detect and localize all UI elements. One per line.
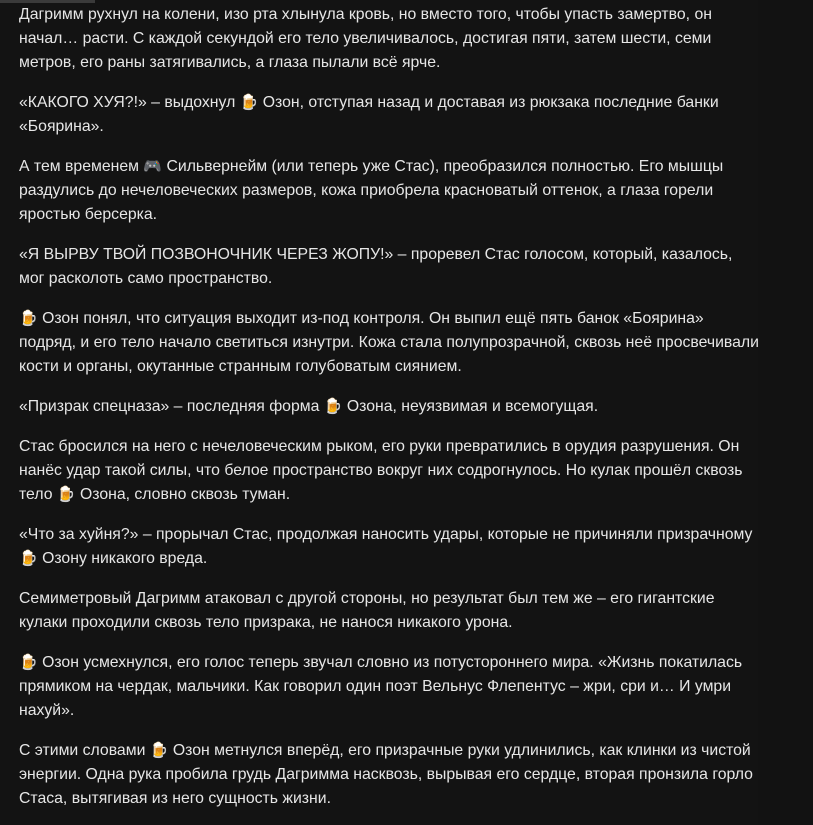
- paragraph-text: Озон метнулся вперёд, его призрачные руки удлинились, как клинки из чистой энергии. Одна рука пробила грудь Дагримма насквозь, вырывая его сердце, вторая пронзила горло Стаса, вытягивая из него сущность жизни.: [19, 742, 753, 807]
- paragraph-text: Озону никакого вреда.: [37, 550, 208, 567]
- beer-mug-icon: 🍺: [19, 653, 38, 671]
- paragraph-text: А тем временем: [19, 158, 144, 175]
- message-paragraph: [19, 243, 761, 291]
- message-paragraph: [19, 155, 761, 227]
- message-paragraph: [19, 587, 761, 635]
- message-paragraph: [19, 395, 761, 419]
- message-paragraph: [19, 307, 761, 379]
- paragraph-text: Озон, отступая назад и доставая из рюкзака последние банки «Боярина».: [19, 94, 719, 135]
- paragraph-text: Озон понял, что ситуация выходит из-под контроля. Он выпил ещё пять банок «Боярина» подряд, и его тело начало светиться изнутри. Кожа стала полупрозрачной, сквозь неё просвечивали кости и органы, окутанные странным голубоватым сиянием.: [19, 310, 759, 375]
- beer-mug-icon: 🍺: [323, 397, 343, 415]
- paragraph-text: С этими словами: [19, 742, 150, 759]
- paragraph-text: Сильвернейм (или теперь уже Стас), преобразился полностью. Его мышцы раздулись до нечеловеческих размеров, кожа приобрела красноватый оттенок, а глаза горели яростью берсерка.: [19, 158, 724, 223]
- paragraph-text: Дагримм рухнул на колени, изо рта хлынула кровь, но вместо того, чтобы упасть замертво, он начал… расти. С каждой секундой его тело увеличивалось, достигая пяти, затем шести, семи метров, его раны затягивались, а глаза пылали всё ярче.: [19, 6, 712, 71]
- paragraph-text: Озон усмехнулся, его голос теперь звучал словно из потустороннего мира. «Жизнь покатилась прямиком на чердак, мальчики. Как говорил один поэт Вельнус Флепентус – жри, сри и… И умри нахуй».: [19, 654, 743, 719]
- message-paragraph: [19, 3, 761, 75]
- paragraph-text: «Я ВЫРВУ ТВОЙ ПОЗВОНОЧНИК ЧЕРЕЗ ЖОПУ!» – проревел Стас голосом, который, казалось, мог расколоть само пространство.: [19, 246, 733, 287]
- beer-mug-icon: 🍺: [239, 93, 259, 111]
- message-paragraph: [19, 435, 761, 507]
- beer-mug-icon: 🍺: [56, 485, 76, 503]
- paragraph-text: «Что за хуйня?» – прорычал Стас, продолжая наносить удары, которые не причиняли призрачному: [19, 526, 753, 543]
- paragraph-text: Семиметровый Дагримм атаковал с другой стороны, но результат был тем же – его гигантские кулаки проходили сквозь тело призрака, не нанося никакого урона.: [19, 590, 715, 631]
- beer-mug-icon: 🍺: [149, 741, 169, 759]
- message-paragraph: [19, 739, 761, 811]
- paragraph-text: «КАКОГО ХУЯ?!» – выдохнул: [19, 94, 240, 111]
- beer-mug-icon: 🍺: [19, 549, 38, 567]
- paragraph-text: «Призрак спецназа» – последняя форма: [19, 398, 324, 415]
- beer-mug-icon: 🍺: [19, 309, 38, 327]
- message-paragraph: [19, 91, 761, 139]
- message-paragraph: [19, 523, 761, 571]
- paragraph-text: Озона, словно сквозь туман.: [75, 486, 291, 503]
- paragraph-text: Озона, неуязвимая и всемогущая.: [342, 398, 599, 415]
- panel-right-edge: [758, 0, 813, 825]
- paragraph-text: Стас бросился на него с нечеловеческим рыком, его руки превратились в орудия разрушения. Он нанёс удар такой силы, что белое пространство вокруг них содрогнулось. Но кулак прошёл сквозь тело: [19, 438, 743, 503]
- message-paragraph: [19, 651, 761, 723]
- gamepad-icon: 🎮: [143, 157, 163, 175]
- assistant-message: [19, 3, 761, 825]
